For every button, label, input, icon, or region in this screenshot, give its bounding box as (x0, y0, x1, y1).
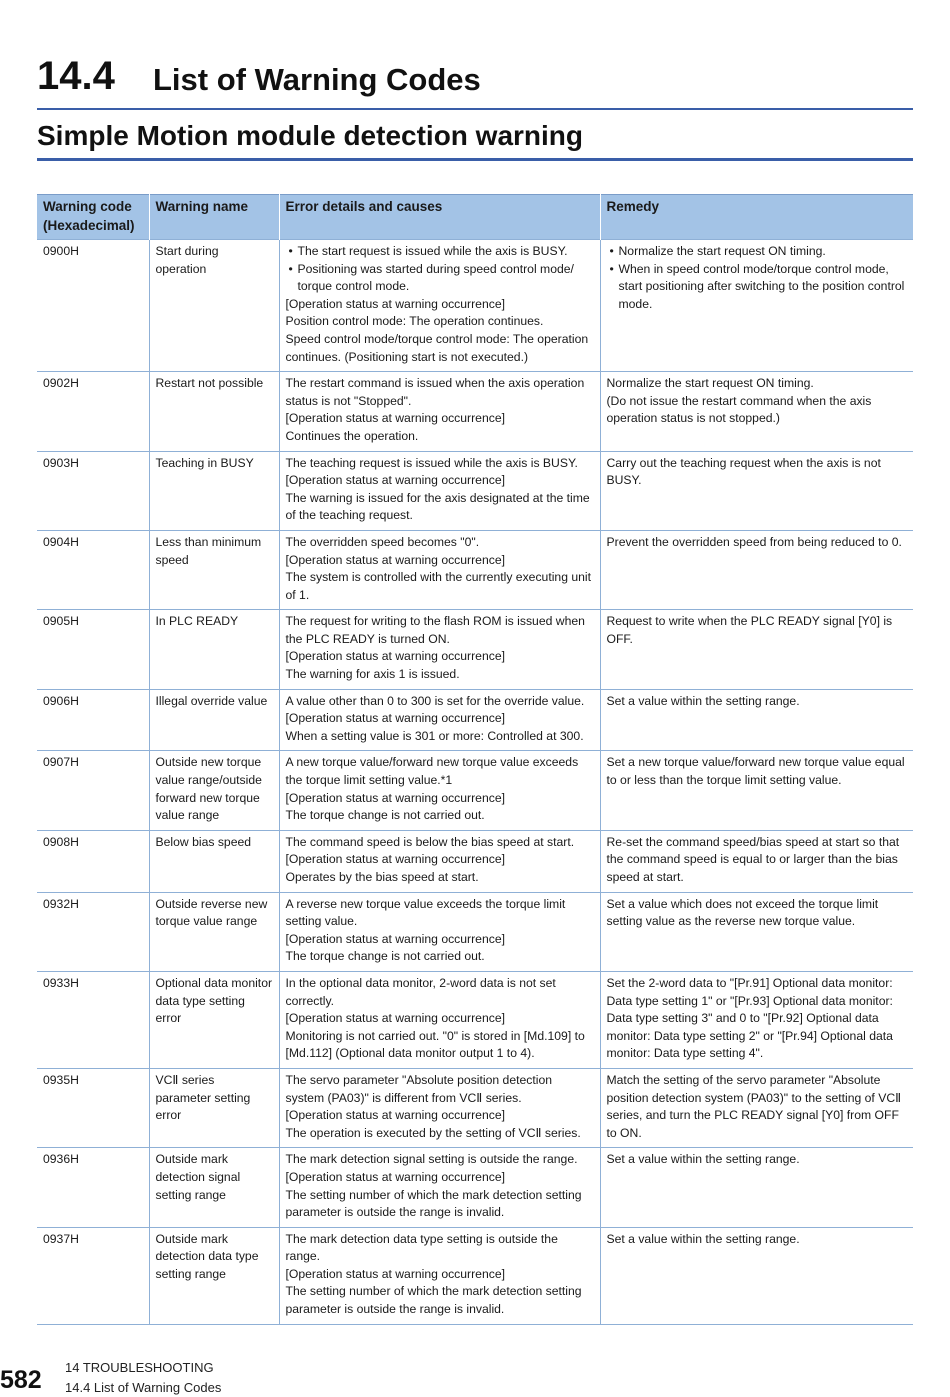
text-line: [Operation status at warning occurrence] (285, 852, 505, 867)
table-row (37, 240, 913, 372)
cell-error-details (279, 1068, 600, 1147)
table-row (37, 689, 913, 751)
table-row (37, 372, 913, 451)
text-line: The setting number of which the mark detection setting parameter is outside the range is invalid. (285, 1187, 582, 1220)
cell-remedy (600, 372, 913, 451)
cell-warning-name: Outside new torque value range/outside forward new torque value range (149, 751, 279, 830)
cell-error-details (279, 1227, 600, 1324)
text-line: The system is controlled with the currently executing unit of 1. (285, 570, 592, 602)
text-line: [Operation status at warning occurrence] (285, 552, 505, 567)
cell-warning-code: 0937H (37, 1227, 149, 1324)
text-line: Re-set the command speed/bias speed at start so that the command speed is equal to or larger than the bias speed at start. (606, 834, 900, 884)
text-line: The command speed is below the bias speed at start. (285, 834, 575, 849)
text-line: Prevent the overridden speed from being reduced to 0. (606, 534, 902, 549)
text-line: (Do not issue the restart command when the axis operation status is not stopped.) (606, 393, 872, 426)
cell-remedy (600, 1068, 913, 1147)
text-line: [Operation status at warning occurrence] (285, 1108, 505, 1123)
bullet-line: • Normalize the start request ON timing. (607, 243, 908, 261)
text-line: The warning is issued for the axis designated at the time of the teaching request. (285, 490, 590, 523)
text-line: Speed control mode/torque control mode: The operation continues. (Positioning start is not executed.) (285, 331, 589, 364)
text-line: The restart command is issued when the axis operation status is not "Stopped". (285, 376, 585, 408)
text-line: Normalize the start request ON timing. (606, 376, 814, 391)
cell-warning-code: 0903H (37, 451, 149, 530)
cell-error-details (279, 892, 600, 971)
text-line: Continues the operation. (285, 428, 419, 443)
text-line: Monitoring is not carried out. "0" is stored in [Md.109] to [Md.112] (Optional data monitor output 1 to 4). (285, 1028, 585, 1061)
cell-remedy (600, 830, 913, 892)
cell-warning-name: Outside reverse new torque value range (149, 892, 279, 971)
cell-remedy (600, 892, 913, 971)
cell-warning-name: Teaching in BUSY (149, 451, 279, 530)
text-line: Set a value which does not exceed the torque limit setting value as the reverse new torque value. (606, 896, 879, 929)
cell-warning-code: 0907H (37, 751, 149, 830)
text-line: [Operation status at warning occurrence] (285, 649, 505, 664)
cell-remedy (600, 689, 913, 751)
text-line: [Operation status at warning occurrence] (285, 296, 505, 311)
text-line: A value other than 0 to 300 is set for the override value. (285, 693, 585, 708)
text-line: [Operation status at warning occurrence] (285, 790, 505, 805)
cell-warning-code: 0904H (37, 530, 149, 609)
text-line: The request for writing to the flash ROM is issued when the PLC READY is turned ON. (285, 614, 585, 646)
text-line: Request to write when the PLC READY signal [Y0] is OFF. (606, 614, 893, 646)
subsection-title: Simple Motion module detection warning (37, 120, 584, 151)
cell-remedy (600, 451, 913, 530)
text-line: A reverse new torque value exceeds the torque limit setting value. (285, 896, 566, 929)
bullet-line: • When in speed control mode/torque control mode, start positioning after switching to the position control mode. (607, 261, 908, 314)
table-row (37, 830, 913, 892)
cell-error-details (279, 451, 600, 530)
text-line: Set the 2-word data to "[Pr.91] Optional data monitor: Data type setting 1" or "[Pr.93] Optional data monitor: Data type setting 3" and 0 to "[Pr.92] Optional data monitor: Data type setting 2" or "[Pr.94] Optional data monitor: Data type setting 4". (606, 975, 893, 1061)
cell-error-details (279, 240, 600, 372)
text-line: [Operation status at warning occurrence] (285, 1169, 505, 1184)
table-row (37, 610, 913, 689)
cell-error-details (279, 830, 600, 892)
text-line: Set a value within the setting range. (606, 1231, 800, 1246)
cell-error-details (279, 530, 600, 609)
cell-remedy (600, 1227, 913, 1324)
text-line: The mark detection data type setting is outside the range. (285, 1231, 558, 1264)
text-line: The mark detection signal setting is outside the range. (285, 1152, 578, 1167)
cell-warning-code: 0908H (37, 830, 149, 892)
page-number: 582 (0, 1366, 42, 1394)
section-title: List of Warning Codes (153, 62, 481, 97)
cell-remedy (600, 530, 913, 609)
cell-warning-code: 0932H (37, 892, 149, 971)
text-line: [Operation status at warning occurrence] (285, 1011, 505, 1026)
cell-warning-name: Outside mark detection data type setting range (149, 1227, 279, 1324)
text-line: The warning for axis 1 is issued. (285, 667, 460, 682)
cell-error-details (279, 971, 600, 1068)
cell-remedy (600, 1148, 913, 1227)
table-row (37, 530, 913, 609)
text-line: A new torque value/forward new torque value exceeds the torque limit setting value.*1 (285, 755, 579, 788)
cell-warning-name: Below bias speed (149, 830, 279, 892)
cell-warning-code: 0902H (37, 372, 149, 451)
table-row (37, 1148, 913, 1227)
text-line: Set a value within the setting range. (606, 1152, 800, 1167)
cell-warning-name: Restart not possible (149, 372, 279, 451)
subsection-heading (37, 118, 913, 161)
cell-warning-name: Illegal override value (149, 689, 279, 751)
text-line: The torque change is not carried out. (285, 949, 485, 964)
text-line: The setting number of which the mark detection setting parameter is outside the range is invalid. (285, 1284, 582, 1317)
cell-error-details (279, 372, 600, 451)
cell-warning-name: Outside mark detection signal setting range (149, 1148, 279, 1227)
text-line: When a setting value is 301 or more: Controlled at 300. (285, 728, 584, 743)
footer-section: 14.4 List of Warning Codes (65, 1380, 222, 1395)
cell-warning-code: 0935H (37, 1068, 149, 1147)
text-line: The servo parameter "Absolute position detection system (PA03)" is different from VCⅡ series. (285, 1072, 553, 1105)
text-line: The torque change is not carried out. (285, 808, 485, 823)
text-line: Match the setting of the servo parameter "Absolute position detection system (PA03)" to the setting of VCⅡ series, and turn the PLC READY signal [Y0] from OFF to ON. (606, 1072, 902, 1140)
cell-warning-name: In PLC READY (149, 610, 279, 689)
table-row (37, 451, 913, 530)
text-line: [Operation status at warning occurrence] (285, 411, 505, 426)
text-line: The teaching request is issued while the axis is BUSY. (285, 455, 578, 470)
table-row (37, 751, 913, 830)
bullet-line: • The start request is issued while the axis is BUSY. (286, 243, 594, 261)
text-line: [Operation status at warning occurrence] (285, 473, 505, 488)
cell-warning-code: 0933H (37, 971, 149, 1068)
cell-warning-code: 0905H (37, 610, 149, 689)
cell-remedy (600, 751, 913, 830)
cell-warning-code: 0936H (37, 1148, 149, 1227)
page-footer (0, 1356, 950, 1397)
cell-error-details (279, 689, 600, 751)
header-error-details: Error details and causes (279, 195, 600, 240)
section-heading (37, 52, 913, 110)
cell-remedy (600, 971, 913, 1068)
bullet-line: • Positioning was started during speed control mode/ torque control mode. (286, 261, 594, 296)
table-row (37, 892, 913, 971)
text-line: Carry out the teaching request when the axis is not BUSY. (606, 455, 881, 488)
text-line: Set a value within the setting range. (606, 693, 800, 708)
cell-warning-code: 0906H (37, 689, 149, 751)
cell-warning-name: VCⅡ series parameter setting error (149, 1068, 279, 1147)
text-line: Position control mode: The operation continues. (285, 314, 544, 329)
header-remedy: Remedy (600, 195, 913, 240)
cell-warning-name: Start during operation (149, 240, 279, 372)
warning-code-table (37, 194, 913, 1325)
table-row (37, 1068, 913, 1147)
text-line: Set a new torque value/forward new torque value equal to or less than the torque limit setting value. (606, 755, 905, 788)
cell-remedy (600, 240, 913, 372)
text-line: Operates by the bias speed at start. (285, 870, 479, 884)
table-row (37, 971, 913, 1068)
header-warning-name: Warning name (149, 195, 279, 240)
text-line: [Operation status at warning occurrence] (285, 711, 505, 726)
cell-remedy (600, 610, 913, 689)
cell-warning-name: Less than minimum speed (149, 530, 279, 609)
table-header-row (37, 195, 913, 240)
footer-chapter: 14 TROUBLESHOOTING (65, 1360, 214, 1375)
text-line: The operation is executed by the setting of VCⅡ series. (285, 1125, 581, 1140)
header-warning-code: Warning code (Hexadecimal) (37, 195, 149, 240)
text-line: [Operation status at warning occurrence] (285, 931, 505, 946)
text-line: In the optional data monitor, 2-word data is not set correctly. (285, 975, 556, 1008)
table-row (37, 1227, 913, 1324)
cell-warning-code: 0900H (37, 240, 149, 372)
cell-error-details (279, 610, 600, 689)
cell-error-details (279, 1148, 600, 1227)
text-line: The overridden speed becomes "0". (285, 534, 480, 549)
section-number: 14.4 (37, 54, 115, 98)
text-line: [Operation status at warning occurrence] (285, 1266, 505, 1281)
cell-warning-name: Optional data monitor data type setting error (149, 971, 279, 1068)
cell-error-details (279, 751, 600, 830)
